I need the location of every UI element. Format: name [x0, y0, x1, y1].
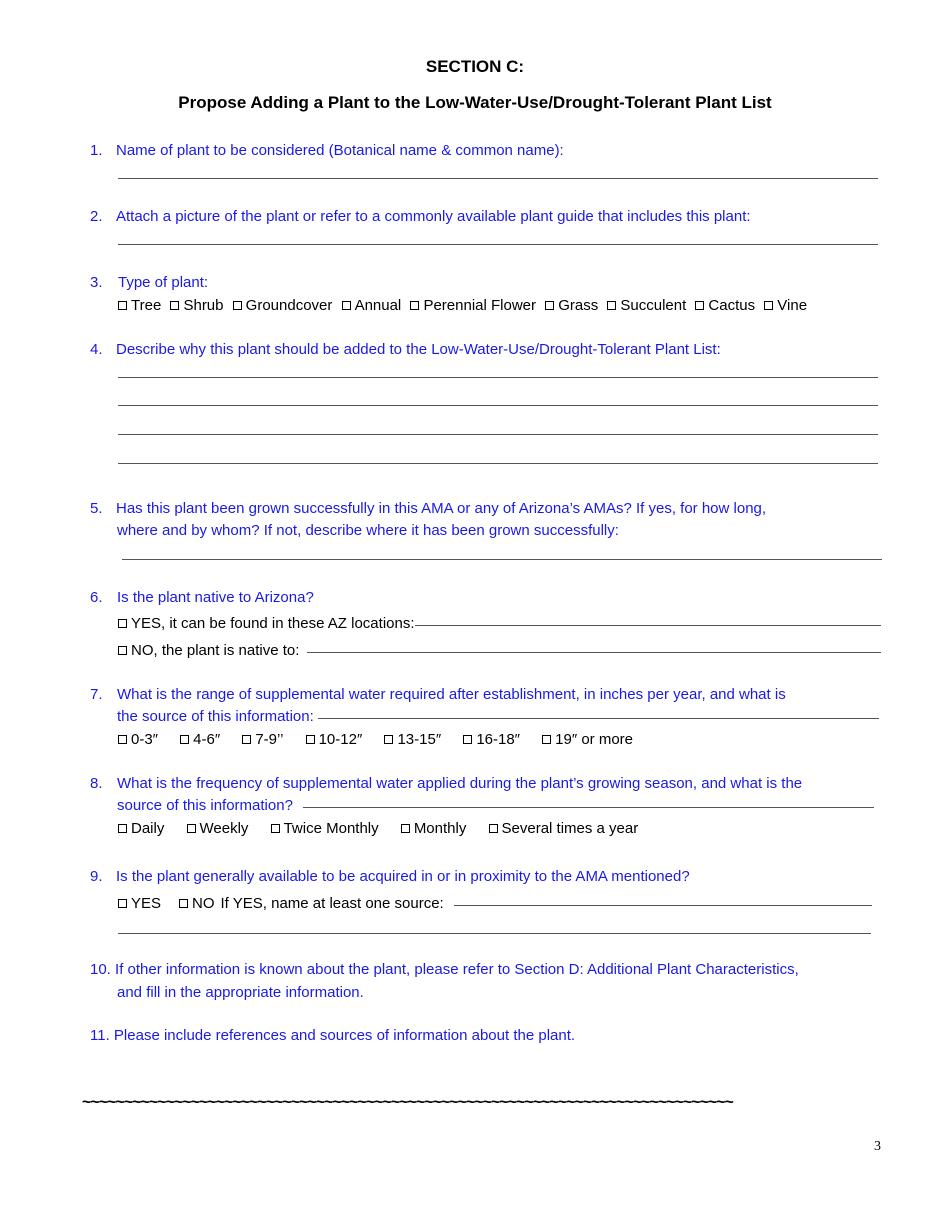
native-to-line[interactable] [307, 652, 881, 653]
native-no-label: NO, the plant is native to: [131, 642, 300, 659]
checkbox-option[interactable]: Daily [118, 820, 164, 837]
answer-line-q9[interactable] [118, 933, 871, 934]
checkbox-icon[interactable] [187, 824, 196, 833]
question-10 [90, 961, 799, 978]
question-number: 2. [90, 208, 103, 225]
question-9 [90, 868, 690, 885]
question-number: 10. [90, 961, 111, 978]
water-range-options [118, 731, 638, 748]
checkbox-option[interactable]: Perennial Flower [410, 297, 536, 314]
answer-line-q2[interactable] [118, 244, 878, 245]
checkbox-icon[interactable] [401, 824, 410, 833]
page-subtitle: Propose Adding a Plant to the Low-Water-Use/Drought-Tolerant Plant List [178, 93, 772, 112]
question-7-source-row [117, 708, 879, 725]
checkbox-icon[interactable] [489, 824, 498, 833]
question-text: What is the range of supplemental water required after establishment, in inches per year, and what is [117, 686, 786, 703]
water-frequency-options [118, 820, 643, 837]
question-number: 11. [90, 1027, 110, 1044]
answer-line-q4[interactable] [118, 463, 878, 464]
question-10-continued: and fill in the appropriate information. [117, 984, 364, 1001]
answer-line-q4[interactable] [118, 434, 878, 435]
question-number: 3. [90, 274, 103, 291]
checkbox-option[interactable]: Monthly [401, 820, 467, 837]
az-locations-line[interactable] [415, 625, 881, 626]
question-text: Type of plant: [118, 274, 209, 291]
checkbox-icon[interactable] [542, 735, 551, 744]
answer-line-q5[interactable] [122, 559, 882, 560]
question-3 [90, 274, 208, 291]
checkbox-option[interactable]: 10-12″ [306, 731, 363, 748]
answer-line-q7-source[interactable] [318, 718, 879, 719]
checkbox-option[interactable]: 4-6″ [180, 731, 220, 748]
checkbox-option[interactable]: Tree [118, 297, 161, 314]
answer-line-q4[interactable] [118, 377, 878, 378]
question-number: 9. [90, 868, 103, 885]
answer-line-q1[interactable] [118, 178, 878, 179]
checkbox-icon[interactable] [179, 899, 188, 908]
checkbox-option[interactable]: 7-9’’ [242, 731, 283, 748]
section-title: SECTION C: [425, 57, 525, 76]
checkbox-icon[interactable] [695, 301, 704, 310]
question-4 [90, 341, 721, 358]
question-text: Is the plant generally available to be acquired in or in proximity to the AMA mentioned? [116, 868, 690, 885]
question-6 [90, 589, 314, 606]
question-number: 7. [90, 686, 103, 703]
plant-type-options [118, 297, 812, 314]
checkbox-option[interactable]: NO [179, 895, 215, 912]
checkbox-icon[interactable] [118, 646, 127, 655]
checkbox-option[interactable]: Succulent [607, 297, 686, 314]
checkbox-icon[interactable] [118, 899, 127, 908]
checkbox-icon[interactable] [271, 824, 280, 833]
checkbox-icon[interactable] [410, 301, 419, 310]
checkbox-icon[interactable] [306, 735, 315, 744]
question-8-continued: source of this information? [117, 797, 293, 814]
native-yes-row [118, 615, 881, 632]
checkbox-icon[interactable] [118, 824, 127, 833]
question-2 [90, 208, 751, 225]
question-text: What is the frequency of supplemental water applied during the plant’s growing season, and what is the [117, 775, 803, 792]
question-text: If other information is known about the plant, please refer to Section D: Additional Plant Characteristics, [115, 961, 799, 978]
checkbox-option[interactable]: YES [118, 895, 161, 912]
question-1 [90, 142, 564, 159]
checkbox-icon[interactable] [118, 619, 127, 628]
question-text: Please include references and sources of information about the plant. [113, 1027, 576, 1044]
checkbox-option[interactable]: 0-3″ [118, 731, 158, 748]
question-8-source-row [117, 797, 874, 814]
checkbox-option[interactable]: Weekly [187, 820, 249, 837]
checkbox-icon[interactable] [233, 301, 242, 310]
question-number: 1. [90, 142, 103, 159]
checkbox-icon[interactable] [170, 301, 179, 310]
checkbox-icon[interactable] [607, 301, 616, 310]
checkbox-option[interactable]: Several times a year [489, 820, 639, 837]
question-text: Has this plant been grown successfully in this AMA or any of Arizona’s AMAs? If yes, for how long, [116, 500, 767, 517]
question-5-continued: where and by whom? If not, describe where it has been grown successfully: [117, 522, 619, 539]
page-number: 3 [874, 1139, 881, 1154]
checkbox-icon[interactable] [342, 301, 351, 310]
question-number: 4. [90, 341, 103, 358]
question-text: Describe why this plant should be added to the Low-Water-Use/Drought-Tolerant Plant List: [116, 341, 721, 358]
checkbox-icon[interactable] [242, 735, 251, 744]
checkbox-option[interactable]: 16-18″ [463, 731, 520, 748]
checkbox-option[interactable]: Annual [342, 297, 402, 314]
checkbox-icon[interactable] [764, 301, 773, 310]
checkbox-icon[interactable] [545, 301, 554, 310]
checkbox-icon[interactable] [180, 735, 189, 744]
question-8 [90, 775, 802, 792]
checkbox-option[interactable]: Grass [545, 297, 598, 314]
question-7 [90, 686, 786, 703]
checkbox-option[interactable]: Vine [764, 297, 807, 314]
checkbox-option[interactable]: 19″ or more [542, 731, 633, 748]
checkbox-icon[interactable] [384, 735, 393, 744]
checkbox-icon[interactable] [463, 735, 472, 744]
native-no-row [118, 642, 881, 659]
checkbox-option[interactable]: Groundcover [233, 297, 333, 314]
question-number: 5. [90, 500, 103, 517]
checkbox-option[interactable]: Cactus [695, 297, 755, 314]
question-text: Is the plant native to Arizona? [117, 589, 314, 606]
answer-line-q4[interactable] [118, 405, 878, 406]
question-number: 8. [90, 775, 103, 792]
source-line[interactable] [454, 905, 872, 906]
question-number: 6. [90, 589, 103, 606]
checkbox-icon[interactable] [118, 301, 127, 310]
question-text: Attach a picture of the plant or refer to a commonly available plant guide that includes this plant: [116, 208, 751, 225]
native-yes-label: YES, it can be found in these AZ locations: [131, 615, 415, 632]
answer-line-q8-source[interactable] [303, 807, 874, 808]
tilde-divider: ~~~~~~~~~~~~~~~~~~~~~~~~~~~~~~~~~~~~~~~~~~~~~~~~~~~~~~~~~~~~~~~~~~~~~~~~~~~~~~ [82, 1094, 733, 1111]
checkbox-option[interactable]: Twice Monthly [271, 820, 379, 837]
question-11 [90, 1027, 575, 1044]
source-label: If YES, name at least one source: [220, 895, 444, 912]
checkbox-option[interactable]: 13-15″ [384, 731, 441, 748]
checkbox-icon[interactable] [118, 735, 127, 744]
question-7-continued: the source of this information: [117, 708, 314, 725]
question-text: Name of plant to be considered (Botanical name & common name): [116, 142, 564, 159]
checkbox-option[interactable]: Shrub [170, 297, 223, 314]
availability-row [118, 895, 872, 912]
question-5 [90, 500, 766, 517]
